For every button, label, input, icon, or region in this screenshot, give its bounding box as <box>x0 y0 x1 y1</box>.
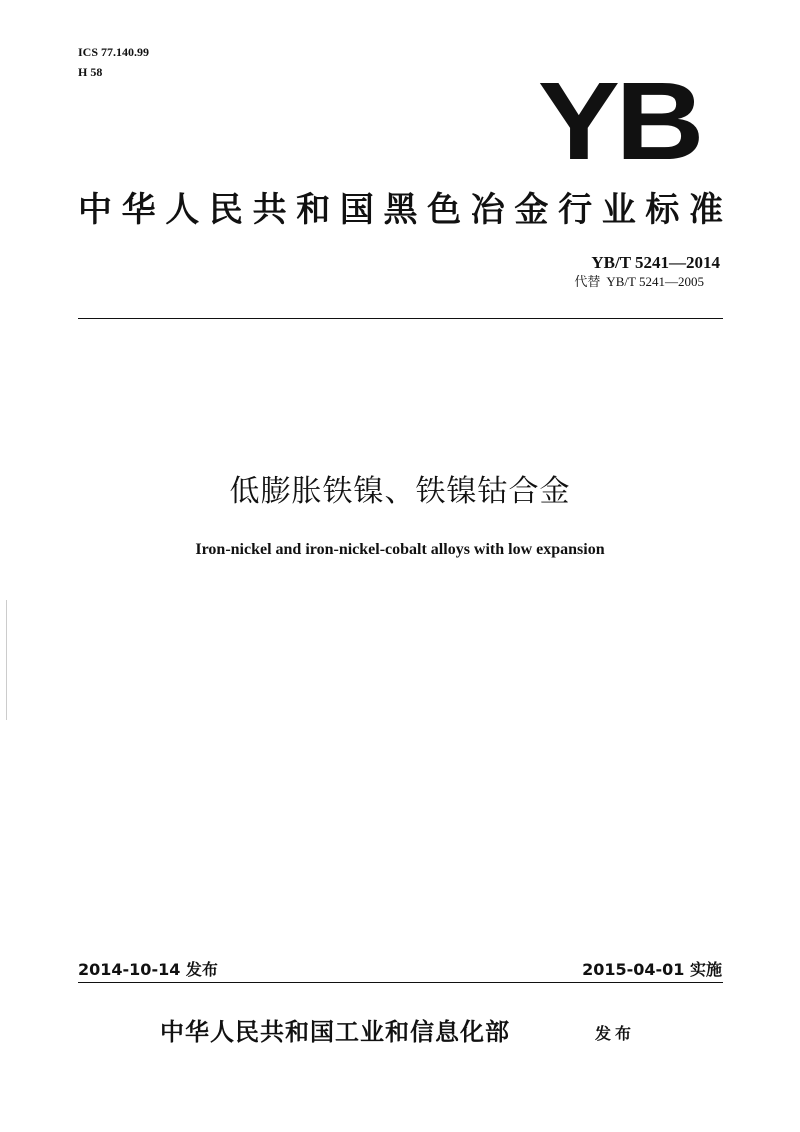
implementation-date: 2015-04-01 实施 <box>582 960 722 979</box>
title-english: Iron-nickel and iron-nickel-cobalt alloys with low expansion <box>195 541 605 558</box>
replaces-line <box>574 274 704 291</box>
issuer-action: 发布 <box>595 1024 636 1043</box>
ics-code: ICS 77.140.99 <box>78 45 150 59</box>
scan-edge-mark <box>6 600 7 720</box>
replaces-number: YB/T 5241—2005 <box>606 274 704 289</box>
issue-date: 2014-10-14 发布 <box>78 960 218 979</box>
yb-logo: YB <box>537 60 700 183</box>
top-divider <box>78 318 723 319</box>
issuer-name: 中华人民共和国工业和信息化部 <box>160 1017 510 1046</box>
standard-number: YB/T 5241—2014 <box>591 253 720 272</box>
standard-organization: 中华人民共和国黑色冶金行业标准 <box>78 190 723 230</box>
replaces-label: 代替 <box>574 275 601 290</box>
classification-code: H 58 <box>78 65 103 79</box>
title-chinese: 低膨胀铁镍、铁镍钴合金 <box>229 474 571 509</box>
bottom-divider <box>78 982 723 983</box>
